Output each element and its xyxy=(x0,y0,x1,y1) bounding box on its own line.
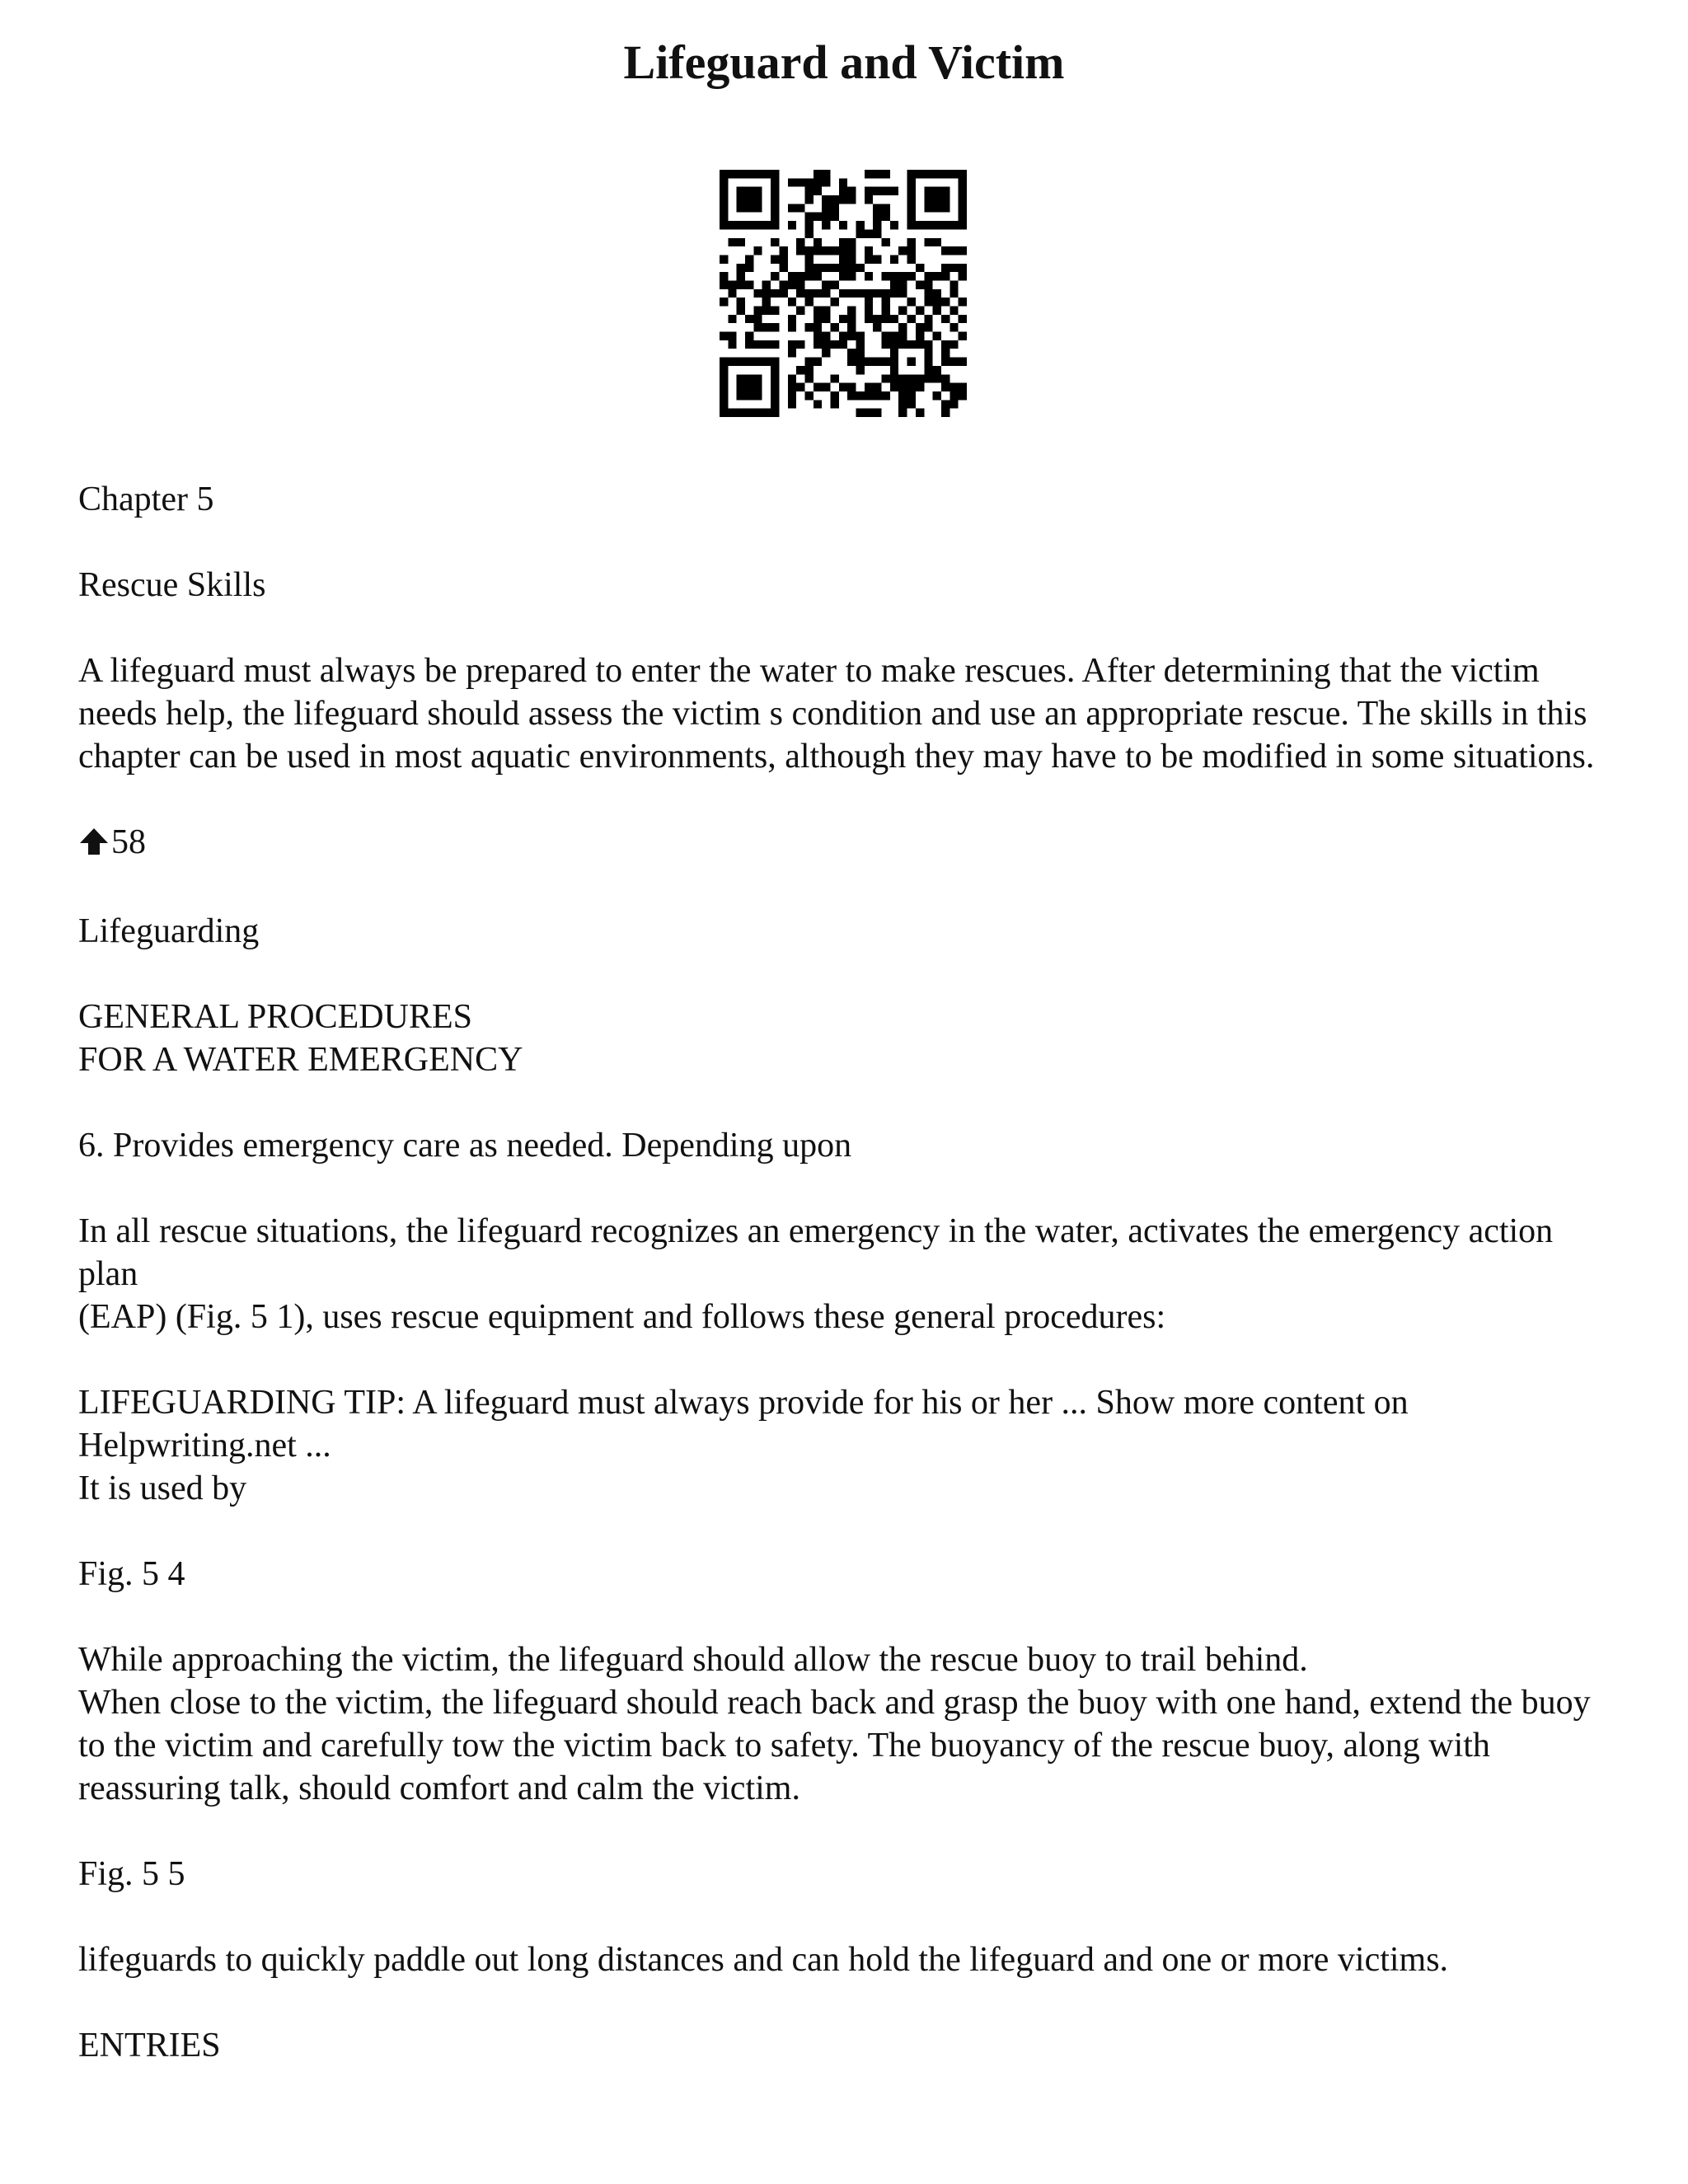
intro-paragraph: A lifeguard must always be prepared to enter the water to make rescues. After determining that the victim needs help, the lifeguard should assess the victim s condition and use an appropriate rescue. The skills in this chapter can be used in most aquatic environments, although they may have to be modified in some situations. xyxy=(78,652,1595,776)
paddle-paragraph: lifeguards to quickly paddle out long distances and can hold the lifeguard and one or more victims. xyxy=(78,1941,1449,1979)
figure-label: Fig. 5 5 xyxy=(78,1855,185,1893)
section-title: Rescue Skills xyxy=(78,566,266,604)
paragraph-line: When close to the victim, the lifeguard should reach back and grasp the buoy with one hand, extend the buoy to the victim and carefully tow the victim back to safety. The buoyancy of the rescue buoy, along with reassuring talk, should comfort and calm the victim. xyxy=(78,1684,1591,1807)
qr-code-icon xyxy=(720,170,967,417)
running-head: Lifeguarding xyxy=(78,912,260,950)
paragraph-line: In all rescue situations, the lifeguard recognizes an emergency in the water, activates the emergency action plan xyxy=(78,1212,1554,1293)
figure-label: Fig. 5 4 xyxy=(78,1555,185,1593)
heading-line: GENERAL PROCEDURES xyxy=(78,998,472,1036)
heading-line: FOR A WATER EMERGENCY xyxy=(78,1041,523,1079)
rescue-paragraph xyxy=(78,1210,1611,1338)
tip-line: It is used by xyxy=(78,1469,247,1507)
document-body xyxy=(78,478,1611,2110)
paragraph-line: While approaching the victim, the lifeguard should allow the rescue buoy to trail behind. xyxy=(78,1641,1308,1679)
up-arrow-icon xyxy=(78,824,110,867)
procedures-heading xyxy=(78,996,1611,1081)
page-title: Lifeguard and Victim xyxy=(623,35,1065,89)
lifeguarding-tip xyxy=(78,1381,1611,1510)
page-number: 58 xyxy=(111,823,146,861)
paragraph-line: (EAP) (Fig. 5 1), uses rescue equipment and follows these general procedures: xyxy=(78,1298,1166,1336)
chapter-label: Chapter 5 xyxy=(78,480,214,518)
tip-line: LIFEGUARDING TIP: A lifeguard must always provide for his or her ... Show more content on Helpwriting.net ... xyxy=(78,1384,1409,1465)
page-marker xyxy=(78,821,1611,867)
approach-paragraph xyxy=(78,1638,1611,1810)
list-item-6: 6. Provides emergency care as needed. Depending upon xyxy=(78,1127,852,1165)
entries-heading: ENTRIES xyxy=(78,2027,221,2064)
